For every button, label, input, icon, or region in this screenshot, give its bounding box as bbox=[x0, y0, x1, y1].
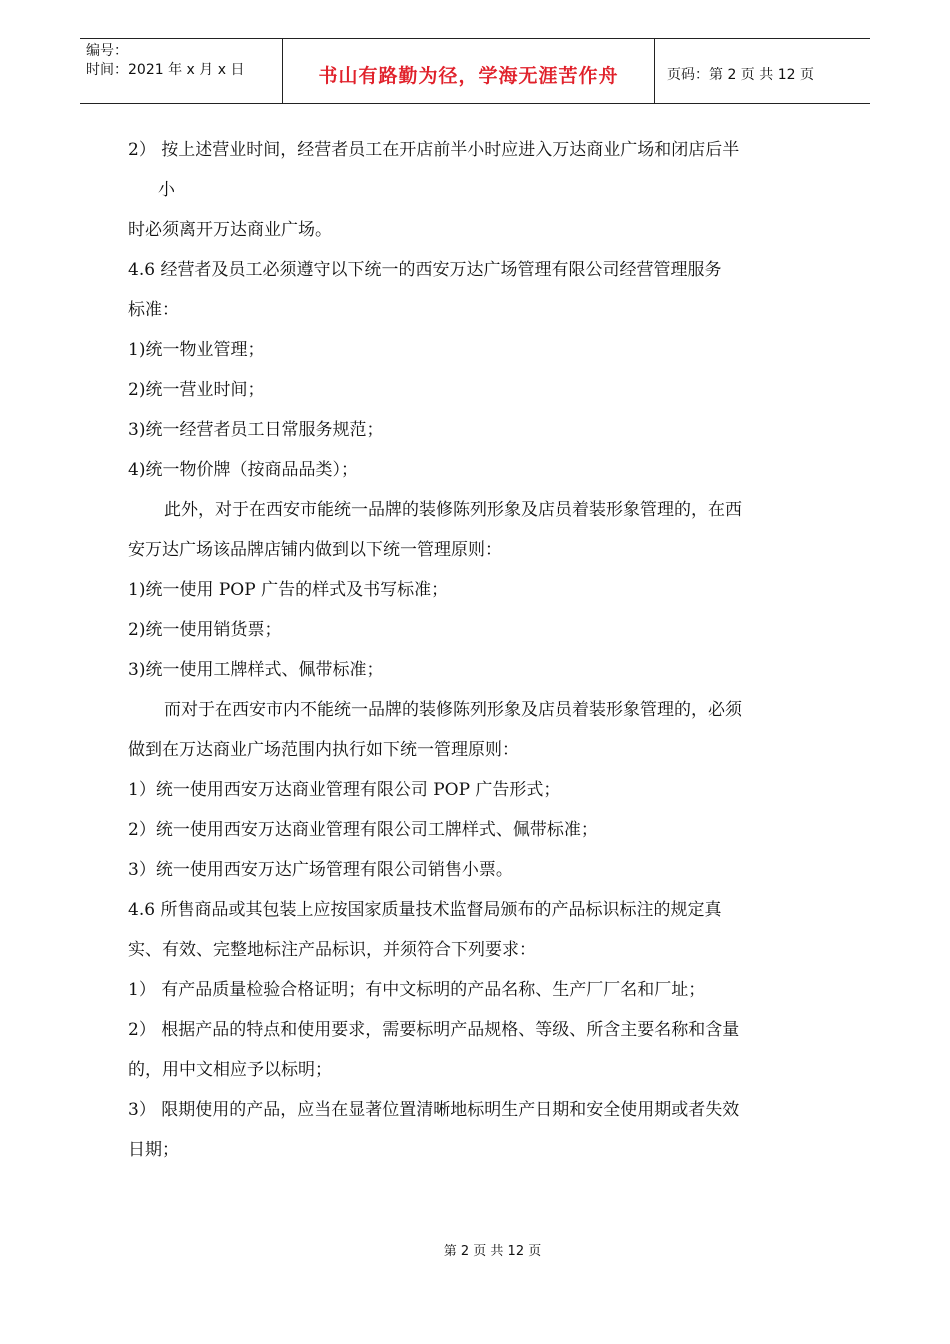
list-item: 3） 限期使用的产品，应当在显著位置清晰地标明生产日期和安全使用期或者失效 bbox=[128, 1100, 740, 1120]
page-header bbox=[80, 38, 870, 104]
paragraph-line: 的，用中文相应予以标明； bbox=[128, 1060, 332, 1080]
body-line: 小 bbox=[158, 180, 175, 200]
list-item: 3）统一使用西安万达广场管理有限公司销售小票。 bbox=[128, 860, 513, 880]
document-body bbox=[128, 130, 828, 1170]
time-label: 时间：2021 年 x 月 x 日 bbox=[86, 62, 245, 78]
list-item: 1） 有产品质量检验合格证明；有中文标明的产品名称、生产厂厂名和厂址； bbox=[128, 980, 706, 1000]
section-heading: 4.6 所售商品或其包装上应按国家质量技术监督局颁布的产品标识标注的规定真 bbox=[128, 900, 722, 920]
list-item: 2)统一使用销货票； bbox=[128, 620, 282, 640]
list-item: 3)统一使用工牌样式、佩带标准； bbox=[128, 660, 384, 680]
list-item: 2） 根据产品的特点和使用要求，需要标明产品规格、等级、所含主要名称和含量 bbox=[128, 1020, 740, 1040]
list-item: 3)统一经营者员工日常服务规范； bbox=[128, 420, 384, 440]
section-heading: 4.6 经营者及员工必须遵守以下统一的西安万达广场管理有限公司经营管理服务 bbox=[128, 260, 722, 280]
list-item: 1)统一使用 POP 广告的样式及书写标准； bbox=[128, 580, 449, 600]
paragraph-line: 日期； bbox=[128, 1140, 179, 1160]
header-page-info: 页码：第 2 页 共 12 页 bbox=[667, 67, 814, 83]
header-motto: 书山有路勤为径，学海无涯苦作舟 bbox=[283, 39, 655, 103]
paragraph-line: 做到在万达商业广场范围内执行如下统一管理原则： bbox=[128, 740, 519, 760]
page-footer: 第 2 页 共 12 页 bbox=[443, 1244, 542, 1259]
body-line: 标准： bbox=[128, 300, 179, 320]
list-item: 4)统一物价牌（按商品品类）； bbox=[128, 460, 358, 480]
code-label: 编号： bbox=[86, 43, 128, 59]
paragraph-line: 此外，对于在西安市能统一品牌的装修陈列形象及店员着装形象管理的，在西 bbox=[164, 500, 742, 520]
paragraph-line: 实、有效、完整地标注产品标识，并须符合下列要求： bbox=[128, 940, 536, 960]
list-item: 2）统一使用西安万达商业管理有限公司工牌样式、佩带标准； bbox=[128, 820, 598, 840]
body-line: 时必须离开万达商业广场。 bbox=[128, 220, 332, 240]
list-item: 1）统一使用西安万达商业管理有限公司 POP 广告形式； bbox=[128, 780, 561, 800]
paragraph-line: 而对于在西安市内不能统一品牌的装修陈列形象及店员着装形象管理的，必须 bbox=[164, 700, 742, 720]
paragraph-line: 安万达广场该品牌店铺内做到以下统一管理原则： bbox=[128, 540, 502, 560]
header-meta bbox=[80, 39, 283, 103]
body-line: 2） 按上述营业时间，经营者员工在开店前半小时应进入万达商业广场和闭店后半 bbox=[128, 140, 740, 160]
list-item: 2)统一营业时间； bbox=[128, 380, 265, 400]
list-item: 1)统一物业管理； bbox=[128, 340, 265, 360]
